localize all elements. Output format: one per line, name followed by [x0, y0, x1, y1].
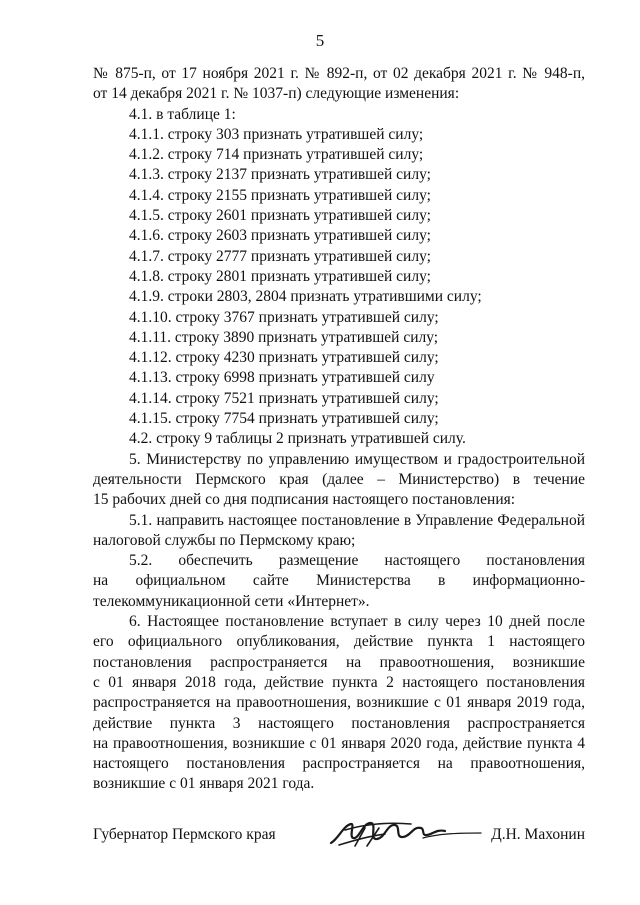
text-line: 5.1. направить настоящее постановление в Управление Федеральной: [129, 511, 585, 529]
text-line: 4.1.11. строку 3890 признать утратившей силу;: [129, 328, 439, 346]
text-line: 4.1.8. строку 2801 признать утратившей силу;: [129, 267, 431, 285]
text-line: 4.1.2. строку 714 признать утратившей силу;: [129, 146, 424, 164]
signatory-name: Д.Н. Махонин: [491, 826, 585, 843]
text-line: на официальном сайте Министерства в информационно-: [93, 572, 585, 590]
text-line: возникшие с 01 января 2021 года.: [93, 775, 315, 793]
text-line: налоговой службы по Пермскому краю;: [93, 531, 356, 549]
text-line: № 875-п, от 17 ноября 2021 г. № 892-п, от 02 декабря 2021 г. № 948-п,: [93, 65, 585, 82]
text-line: 5. Министерству по управлению имуществом и градостроительной: [129, 450, 585, 468]
signatory-position: Губернатор Пермского края: [93, 826, 276, 843]
text-line: его официального опубликования, действие пункта 1 настоящего: [93, 633, 585, 651]
text-line: 4.1. в таблице 1:: [129, 105, 236, 123]
text-line: 4.1.4. строку 2155 признать утратившей силу;: [129, 186, 431, 204]
text-line: настоящего постановления распространяется на правоотношения,: [93, 755, 585, 773]
text-line: 4.1.9. строки 2803, 2804 признать утратившими силу;: [129, 288, 482, 306]
text-line: постановления распространяется на правоотношения, возникшие: [93, 653, 585, 671]
text-line: 6. Настоящее постановление вступает в силу через 10 дней после: [129, 613, 585, 631]
text-line: 4.1.15. строку 7754 признать утратившей силу;: [129, 410, 439, 428]
text-line: распространяется на правоотношения, возникшие с 01 января 2019 года,: [93, 694, 585, 712]
text-line: на правоотношения, возникшие с 01 января 2020 года, действие пункта 4: [93, 734, 585, 752]
text-line: 4.1.10. строку 3767 признать утратившей силу;: [129, 308, 439, 326]
text-line: 4.1.7. строку 2777 признать утратившей силу;: [129, 247, 431, 265]
text-line: 4.1.12. строку 4230 признать утратившей силу;: [129, 349, 439, 367]
text-line: 5.2. обеспечить размещение настоящего постановления: [129, 552, 585, 570]
text-line: деятельности Пермского края (далее – Министерство) в течение: [93, 470, 585, 488]
document-body: [93, 64, 585, 795]
text-line: действие пункта 3 настоящего постановления распространяется: [93, 714, 585, 732]
text-line: 15 рабочих дней со дня подписания настоящего постановления:: [93, 491, 516, 509]
text-line: 4.1.13. строку 6998 признать утратившей силу: [129, 369, 435, 387]
page-number: 5: [315, 31, 325, 50]
text-line: 4.1.3. строку 2137 признать утратившей силу;: [129, 166, 431, 184]
text-line: с 01 января 2018 года, действие пункта 2 настоящего постановления: [93, 673, 585, 691]
signature-block: [93, 826, 585, 856]
text-line: от 14 декабря 2021 г. № 1037-п) следующие изменения:: [93, 85, 460, 103]
text-line: 4.1.5. строку 2601 признать утратившей силу;: [129, 207, 431, 225]
text-line: 4.1.6. строку 2603 признать утратившей силу;: [129, 227, 431, 245]
text-line: 4.2. строку 9 таблицы 2 признать утратившей силу.: [129, 430, 466, 448]
text-line: 4.1.1. строку 303 признать утратившей силу;: [129, 125, 424, 143]
handwritten-signature: [325, 816, 485, 852]
text-line: телекоммуникационной сети «Интернет».: [93, 592, 370, 610]
text-line: 4.1.14. строку 7521 признать утратившей силу;: [129, 389, 439, 407]
